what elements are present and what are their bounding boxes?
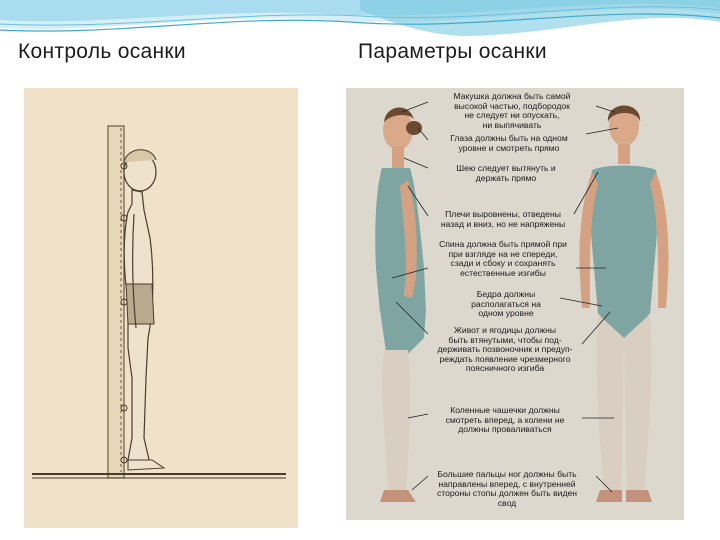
wall-posture-sketch <box>24 88 298 528</box>
annotation-shoulders: Плечи выровнены, отведены назад и вниз, но не напряжены <box>440 209 566 229</box>
side-view-figure <box>375 107 426 502</box>
posture-control-drawing <box>24 88 298 528</box>
left-section-title: Контроль осанки <box>18 40 186 63</box>
annotation-crown: Макушка должна быть самой высокой частью, подбородок не следует ни опускать, ни выпячивать <box>453 91 571 130</box>
annotation-abdomen: Живот и ягодицы должны быть втянутыми, чтобы под- держивать позвоночник и предуп- реждать появление чрезмерного поясничного изгиба <box>437 325 573 374</box>
annotation-hips: Бедра должны располагаться на одном уровне <box>471 289 541 319</box>
annotation-toes: Большие пальцы ног должны быть направлены вперед, с внутренней стороны стопы должен быть виден свод <box>436 469 577 508</box>
annotation-back: Спина должна быть прямой при при взгляде на не спереди, сзади и сбоку и сохранять естественные изгибы <box>439 239 567 278</box>
annotation-knees: Коленные чашечки должны смотреть вперед, а колени не должны проваливаться <box>445 405 565 435</box>
front-view-figure <box>580 106 669 503</box>
annotation-neck: Шею следует вытянуть и держать прямо <box>456 163 556 183</box>
posture-parameters-photo <box>346 88 684 520</box>
annotation-eyes: Глаза должны быть на одном уровне и смотреть прямо <box>450 133 568 153</box>
right-section-title: Параметры осанки <box>358 40 547 63</box>
